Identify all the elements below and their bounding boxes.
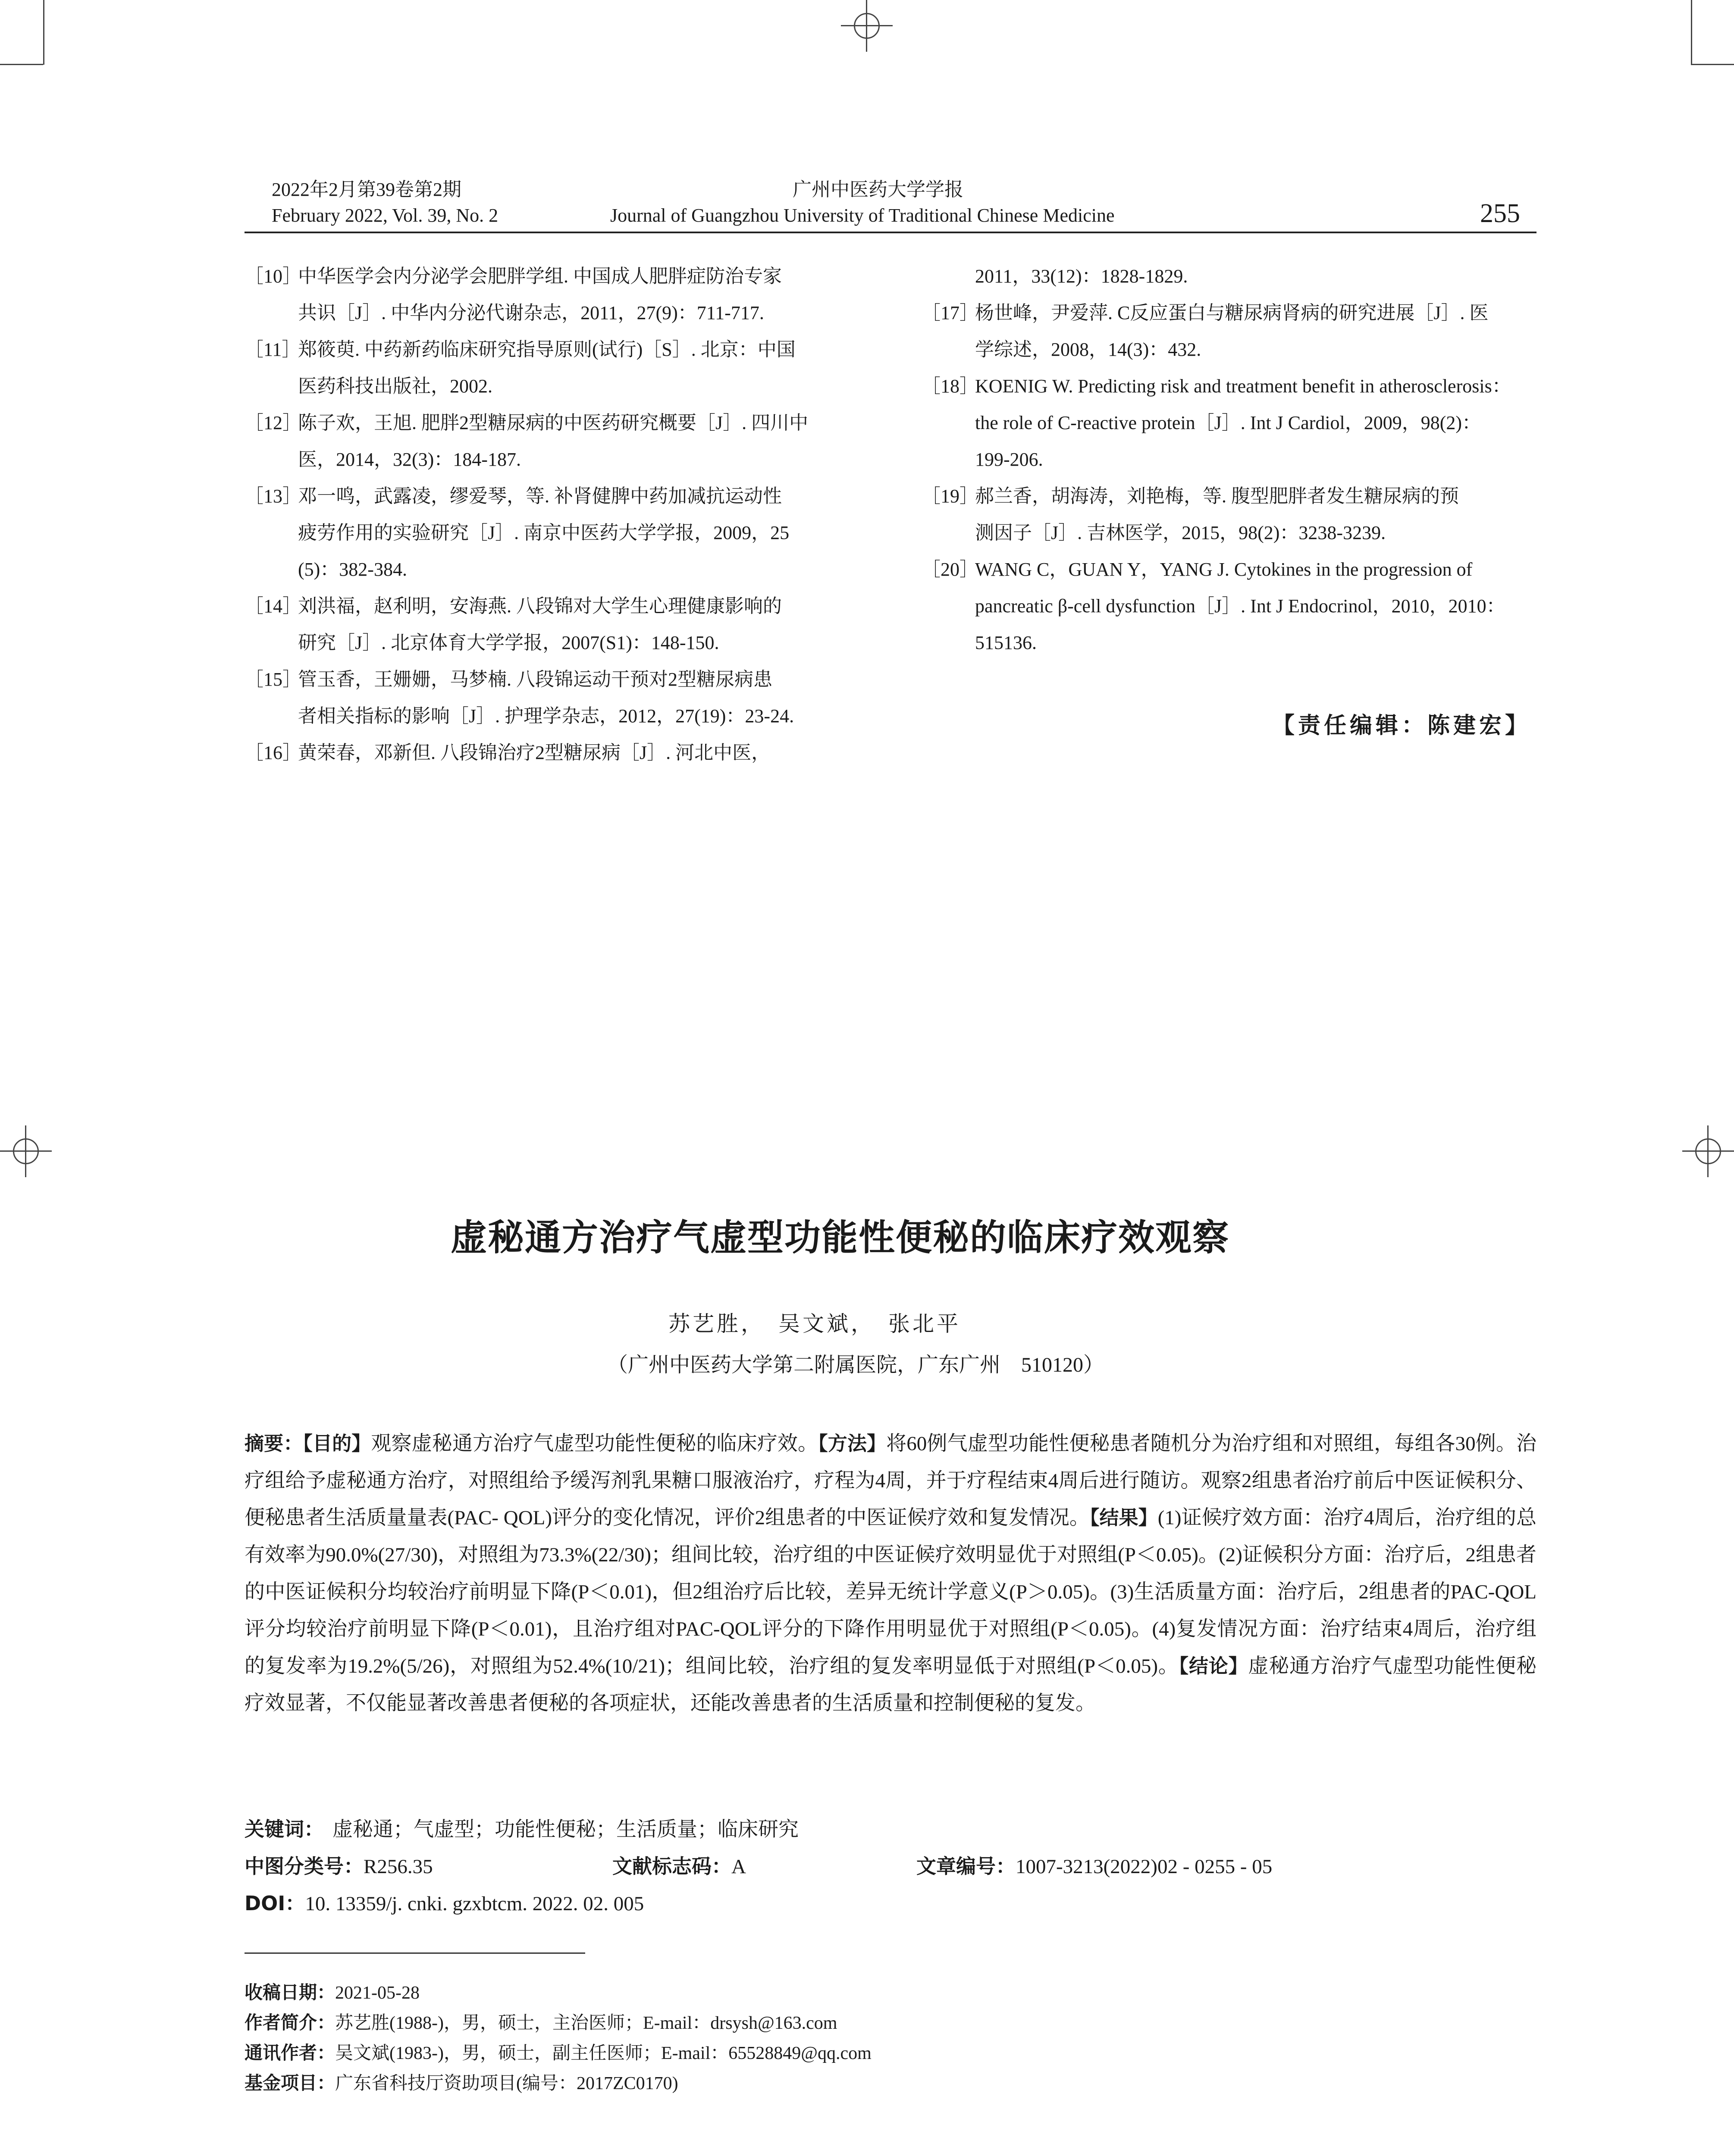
crop-mark bbox=[1691, 64, 1734, 65]
keywords bbox=[245, 1813, 799, 1842]
document-code: 文献标志码：A bbox=[612, 1855, 746, 1878]
footnote-rule bbox=[245, 1952, 585, 1954]
doi bbox=[245, 1888, 644, 1916]
abstract-results-label: 【结果】 bbox=[1090, 1506, 1158, 1529]
registration-mark-icon bbox=[841, 0, 893, 52]
footnote-fund: 基金项目：广东省科技厅资助项目(编号：2017ZC0170) bbox=[245, 2072, 678, 2093]
header-journal-cn: 广州中医药大学学报 bbox=[793, 179, 963, 200]
abstract-methods-label: 【方法】 bbox=[818, 1432, 887, 1455]
abstract-conclusion: 虚秘通方治疗气虚型功能性便秘疗效显著，不仅能显著改善患者便秘的各项症状，还能改善患者的生活质量和控制便秘的复发。 bbox=[245, 1655, 1536, 1714]
crop-mark bbox=[0, 64, 43, 65]
doi-label: DOI： bbox=[245, 1892, 305, 1915]
crop-mark bbox=[43, 0, 44, 65]
abstract-purpose-label: 【目的】 bbox=[303, 1432, 371, 1455]
footnote-corresponding: 通讯作者：吴文斌(1983-)，男，硕士，副主任医师；E-mail：65528849@qq.com bbox=[245, 2042, 872, 2063]
doi-value: 10. 13359/j. cnki. gzxbtcm. 2022. 02. 005 bbox=[305, 1893, 644, 1915]
header-journal-en: Journal of Guangzhou University of Traditional Chinese Medicine bbox=[610, 205, 1115, 226]
header-rule bbox=[245, 232, 1536, 233]
editor-note: 【责任编辑：陈建宏】 bbox=[1272, 713, 1531, 739]
clc-number: 中图分类号：R256.35 bbox=[245, 1855, 433, 1878]
abstract bbox=[245, 1425, 1536, 1722]
article-authors: 苏艺胜， 吴文斌， 张北平 bbox=[668, 1312, 961, 1336]
page-number: 255 bbox=[1480, 199, 1520, 228]
abstract-purpose: 观察虚秘通方治疗气虚型功能性便秘的临床疗效。 bbox=[371, 1432, 818, 1455]
journal-page: 2022年2月第39卷第2期 February 2022, Vol. 39, No. 2 广州中医药大学学报 Journal of Guangzhou University of Traditional Chinese Medicine 255 ［10］ 中华医学会内分泌学会肥胖学组. 中国成人肥胖症防治专家 共识［J］. 中华内分泌代谢杂志，2011，27(9)：711-717. ［11］ 郑筱萸. 中药新药临床研究指导原则(试行)［S］. 北京：中国 医药科技出版社，2002. ［12］ 陈子欢，王旭. 肥胖2型糖尿病的中医药研究概要［J］. 四川中 医，2014，32(3)：184-187. ［13］ 邓一鸣，武露凌，缪爱琴，等. 补肾健脾中药加减抗运动性 疲劳作用的实验研究［J］. 南京中医药大学学报，2009，25 (5)：382-384. ［14］ 刘洪福，赵利明，安海燕. 八段锦对大学生心理健康影响的 研究［J］. 北京体育大学学报，2007(S1)：148-150. ［15］ 管玉香，王姗姗，马梦楠. 八段锦运动干预对2型糖尿病患 者相关指标的影响［J］. 护理学杂志，2012，27(19)：23-24. ［16］ 黄荣春，邓新但. 八段锦治疗2型糖尿病［J］. 河北中医， 2011，33(12)：1828-1829. ［17］ 杨世峰，尹爱萍. C反应蛋白与糖尿病肾病的研究进展［J］. 医 学综述，2008，14(3)：432. ［18］ KOENIG W. Predicting risk and treatment benefit in atherosclerosis： the role of C-reactive protein［J］. Int J Cardiol，2009，98(2)： 199-206. ［19］ 郝兰香，胡海涛，刘艳梅，等. 腹型肥胖者发生糖尿病的预 测因子［J］. 吉林医学，2015，98(2)：3238-3239. ［20］ WANG C，GUAN Y，YANG J. Cytokines in the progression of pancreatic β-cell dysfunction［J］. Int J Endocrinol，2010，2010： 515136. 【责任编辑：陈建宏】 虚秘通方治疗气虚型功能性便秘的临床疗效观察 苏艺胜， 吴文斌， 张北平 （广州中医药大学第二附属医院，广东广州 510120） 摘要：【目的】观察虚秘通方治疗气虚型功能性便秘的临床疗效。【方法】将60例气虚型功能性便秘患者随机分为治疗组和对照组，每组各30例。治疗组给予虚秘通方治疗，对照组给予缓泻剂乳果糖口服液治疗，疗程为4周，并于疗程结束4周后进行随访。观察2组患者治疗前后中医证候积分、便秘患者生活质量量表(PAC- QOL)评分的变化情况，评价2组患者的中医证候疗效和复发情况。【结果】(1)证候疗效方面：治疗4周后，治疗组的总有效率为90.0%(27/30)，对照组为73.3%(22/30)；组间比较，治疗组的中医证候疗效明显优于对照组(P＜0.05)。(2)证候积分方面：治疗后，2组患者的中医证候积分均较治疗前明显下降(P＜0.01)，但2组治疗后比较，差异无统计学意义(P＞0.05)。(3)生活质量方面：治疗后，2组患者的PAC-QOL评分均较治疗前明显下降(P＜0.01)，且治疗组对PAC-QOL评分的下降作用明显优于对照组(P＜0.05)。(4)复发情况方面：治疗结束4周后，治疗组的复发率为19.2%(5/26)，对照组为52.4%(10/21)；组间比较，治疗组的复发率明显低于对照组(P＜0.05)。【结论】虚秘通方治疗气虚型功能性便秘疗效显著，不仅能显著改善患者便秘的各项症状，还能改善患者的生活质量和控制便秘的复发。 关键词： 虚秘通；气虚型；功能性便秘；生活质量；临床研究 中图分类号：R256.35 文献标志码：A 文章编号：1007-3213(2022)02 - 0255 - 05 DOI：10. 13359/j. cnki. gzxbtcm. 2022. 02. 005 收稿日期：2021-05-28 作者简介：苏艺胜(1988-)，男，硕士，主治医师；E-mail：drsysh@163.com 通讯作者：吴文斌(1983-)，男，硕士，副主任医师；E-mail：65528849@qq.com 基金项目：广东省科技厅资助项目(编号：2017ZC0170) bbox=[0, 0, 1734, 2156]
article-number: 文章编号：1007-3213(2022)02 - 0255 - 05 bbox=[916, 1855, 1273, 1878]
abstract-methods: 将60例气虚型功能性便秘患者随机分为治疗组和对照组，每组各30例。治疗组给予虚秘通方治疗，对照组给予缓泻剂乳果糖口服液治疗，疗程为4周，并于疗程结束4周后进行随访。观察2组患者治疗前后中医证候积分、便秘患者生活质量量表(PAC- QOL)评分的变化情况，评价2组患者的中医证候疗效和复发情况。 bbox=[245, 1432, 1536, 1529]
article-title: 虚秘通方治疗气虚型功能性便秘的临床疗效观察 bbox=[451, 1216, 1230, 1259]
header-issue-cn: 2022年2月第39卷第2期 bbox=[272, 179, 461, 200]
abstract-conclusion-label: 【结论】 bbox=[1179, 1655, 1248, 1677]
registration-mark-icon bbox=[0, 1125, 52, 1177]
footnote-received: 收稿日期：2021-05-28 bbox=[245, 1982, 420, 2003]
abstract-label: 摘要： bbox=[245, 1432, 303, 1455]
article-affiliation: （广州中医药大学第二附属医院，广东广州 510120） bbox=[607, 1354, 1104, 1376]
crop-mark bbox=[1691, 0, 1692, 65]
keywords-value: 虚秘通；气虚型；功能性便秘；生活质量；临床研究 bbox=[332, 1818, 799, 1841]
keywords-label: 关键词： bbox=[245, 1818, 324, 1841]
registration-mark-icon bbox=[1682, 1125, 1734, 1177]
header-issue-en: February 2022, Vol. 39, No. 2 bbox=[272, 205, 499, 226]
footnote-author: 作者简介：苏艺胜(1988-)，男，硕士，主治医师；E-mail：drsysh@163.com bbox=[245, 2012, 837, 2033]
abstract-results: (1)证候疗效方面：治疗4周后，治疗组的总有效率为90.0%(27/30)，对照组为73.3%(22/30)；组间比较，治疗组的中医证候疗效明显优于对照组(P＜0.05)。(2)证候积分方面：治疗后，2组患者的中医证候积分均较治疗前明显下降(P＜0.01)，但2组治疗后比较，差异无统计学意义(P＞0.05)。(3)生活质量方面：治疗后，2组患者的PAC-QOL评分均较治疗前明显下降(P＜0.01)，且治疗组对PAC-QOL评分的下降作用明显优于对照组(P＜0.05)。(4)复发情况方面：治疗结束4周后，治疗组的复发率为19.2%(5/26)，对照组为52.4%(10/21)；组间比较，治疗组的复发率明显低于对照组(P＜0.05)。 bbox=[245, 1507, 1536, 1677]
